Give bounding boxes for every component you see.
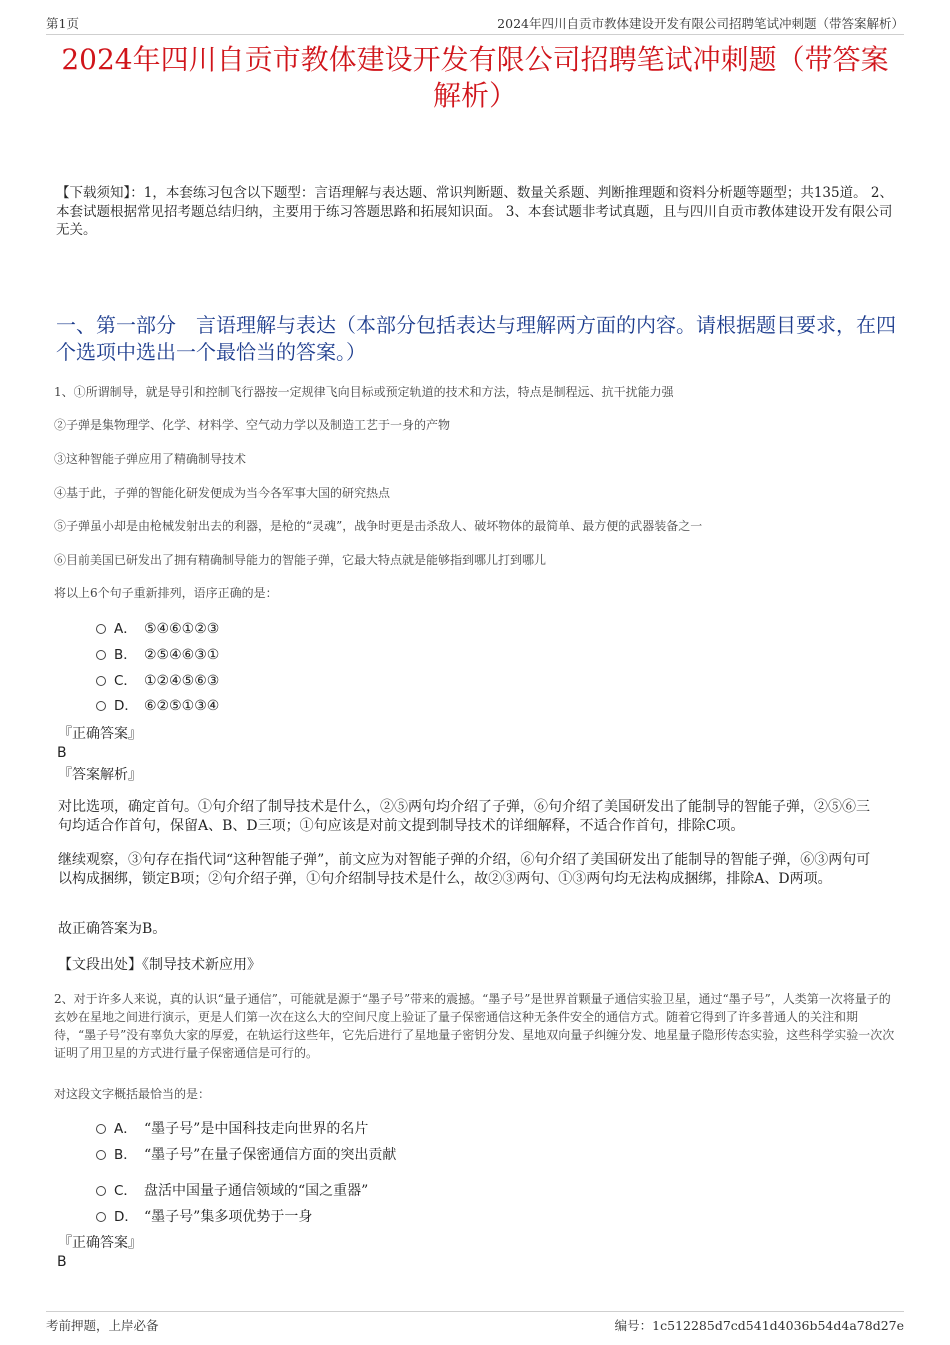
q1-sentence-1: 1、①所谓制导，就是导引和控制飞行器按一定规律飞向目标或预定轨道的技术和方法，特点是制程远、抗干扰能力强 <box>54 385 674 399</box>
section-title: 一、第一部分 言语理解与表达（本部分包括表达与理解两方面的内容。请根据题目要求，在四个选项中选出一个最恰当的答案。） <box>56 313 896 364</box>
option-text: ⑤④⑥①②③ <box>144 621 220 637</box>
option-text: 盘活中国量子通信领域的“国之重器” <box>144 1183 369 1199</box>
q2-answer-label: 『正确答案』 <box>58 1235 142 1251</box>
footer-slogan: 考前押题，上岸必备 <box>46 1318 159 1333</box>
option-text: “墨子号”是中国科技走向世界的名片 <box>144 1121 369 1137</box>
page-number: 第1页 <box>46 16 79 31</box>
option-letter: B． <box>114 1147 137 1163</box>
q1-sentence-3: ③这种智能子弹应用了精确制导技术 <box>54 452 247 466</box>
radio-icon[interactable] <box>96 624 106 634</box>
q2-passage: 2、对于许多人来说，真的认识“量子通信”，可能就是源于“墨子号”带来的震撼。“墨子号”是世界首颗量子通信实验卫星，通过“墨子号”，人类第一次将量子的玄妙在星地之间进行演示，更是人们第一次在这么大的空间尺度上验证了量子保密通信这种无条件安全的通信方式。随着它得到了许多普通人的关注和期待，“墨子号”没有辜负大家的厚爱，在轨运行这些年，它先后进行了星地量子密钥分发、星地双向量子纠缠分发、地星量子隐形传态实验，这些科学实验一次次证明了用卫星的方式进行量子保密通信是可行的。 <box>54 992 895 1060</box>
q1-answer-label: 『正确答案』 <box>58 726 142 742</box>
option-text: ②⑤④⑥③① <box>144 647 220 663</box>
q2-option-c[interactable] <box>96 1182 368 1200</box>
option-text: ⑥②⑤①③④ <box>144 698 220 714</box>
q2-option-a[interactable] <box>96 1120 368 1138</box>
page-title: 2024年四川自贡市教体建设开发有限公司招聘笔试冲刺题（带答案解析） <box>61 43 889 112</box>
option-text: “墨子号”在量子保密通信方面的突出贡献 <box>144 1147 397 1163</box>
download-notice: 【下载须知】：1，本套练习包含以下题型：言语理解与表达题、常识判断题、数量关系题、判断推理题和资料分析题等题型；共135道。 2、本套试题根据常见招考题总结归纳，主要用于练习答题思路和拓展知识面。 3、本套试题非考试真题，且与四川自贡市教体建设开发有限公司无关。 <box>56 185 893 238</box>
option-text: ①②④⑤⑥③ <box>144 673 220 689</box>
q1-option-d[interactable] <box>96 697 219 715</box>
q1-stem: 将以上6个句子重新排列，语序正确的是： <box>54 586 278 600</box>
q2-option-b[interactable] <box>96 1146 396 1164</box>
page-header <box>46 12 904 35</box>
radio-icon[interactable] <box>96 1186 106 1196</box>
radio-icon[interactable] <box>96 676 106 686</box>
q1-option-a[interactable] <box>96 620 219 638</box>
q1-option-c[interactable] <box>96 672 219 690</box>
option-letter: B． <box>114 647 137 663</box>
header-doc-title: 2024年四川自贡市教体建设开发有限公司招聘笔试冲刺题（带答案解析） <box>497 16 904 31</box>
q1-sentence-6: ⑥目前美国已研发出了拥有精确制导能力的智能子弹，它最大特点就是能够指到哪儿打到哪儿 <box>54 553 547 567</box>
option-letter: D． <box>114 1209 138 1225</box>
q1-analysis-2: 继续观察，③句存在指代词“这种智能子弹”，前文应为对智能子弹的介绍，⑥句介绍了美国研发出了能制导的智能子弹，⑥③两句可以构成捆绑，锁定B项；②句介绍子弹，①句介绍制导技术是什么，故②③两句、①③两句均无法构成捆绑，排除A、D两项。 <box>58 852 871 887</box>
radio-icon[interactable] <box>96 701 106 711</box>
option-letter: A． <box>114 1121 137 1137</box>
q1-sentence-4: ④基于此，子弹的智能化研发便成为当今各军事大国的研究热点 <box>54 486 391 500</box>
q1-analysis-label: 『答案解析』 <box>58 767 142 783</box>
option-letter: A． <box>114 621 137 637</box>
page-footer <box>46 1311 904 1336</box>
radio-icon[interactable] <box>96 1124 106 1134</box>
q1-answer: B <box>57 745 67 761</box>
q2-stem: 对这段文字概括最恰当的是： <box>54 1087 211 1101</box>
option-letter: C． <box>114 673 137 689</box>
option-text: “墨子号”集多项优势于一身 <box>144 1209 313 1225</box>
radio-icon[interactable] <box>96 1150 106 1160</box>
q1-source: 【文段出处】《制导技术新应用》 <box>58 957 261 973</box>
q2-option-d[interactable] <box>96 1208 312 1226</box>
q1-sentence-5: ⑤子弹虽小却是由枪械发射出去的利器，是枪的“灵魂”，战争时更是击杀敌人、破坏物体的最简单、最方便的武器装备之一 <box>54 519 703 533</box>
radio-icon[interactable] <box>96 650 106 660</box>
radio-icon[interactable] <box>96 1212 106 1222</box>
footer-serial: 编号：1c512285d7cd541d4036b54d4a78d27e <box>614 1318 904 1333</box>
q2-answer: B <box>57 1254 67 1270</box>
option-letter: C． <box>114 1183 137 1199</box>
q1-sentence-2: ②子弹是集物理学、化学、材料学、空气动力学以及制造工艺于一身的产物 <box>54 418 451 432</box>
option-letter: D． <box>114 698 138 714</box>
q1-analysis-3: 故正确答案为B。 <box>58 921 167 937</box>
q1-analysis-1: 对比选项，确定首句。①句介绍了制导技术是什么，②⑤两句均介绍了子弹，⑥句介绍了美国研发出了能制导的智能子弹，②⑤⑥三句均适合作首句，保留A、B、D三项；①句应该是对前文提到制导技术的详细解释，不适合作首句，排除C项。 <box>58 799 870 834</box>
q1-option-b[interactable] <box>96 646 219 664</box>
